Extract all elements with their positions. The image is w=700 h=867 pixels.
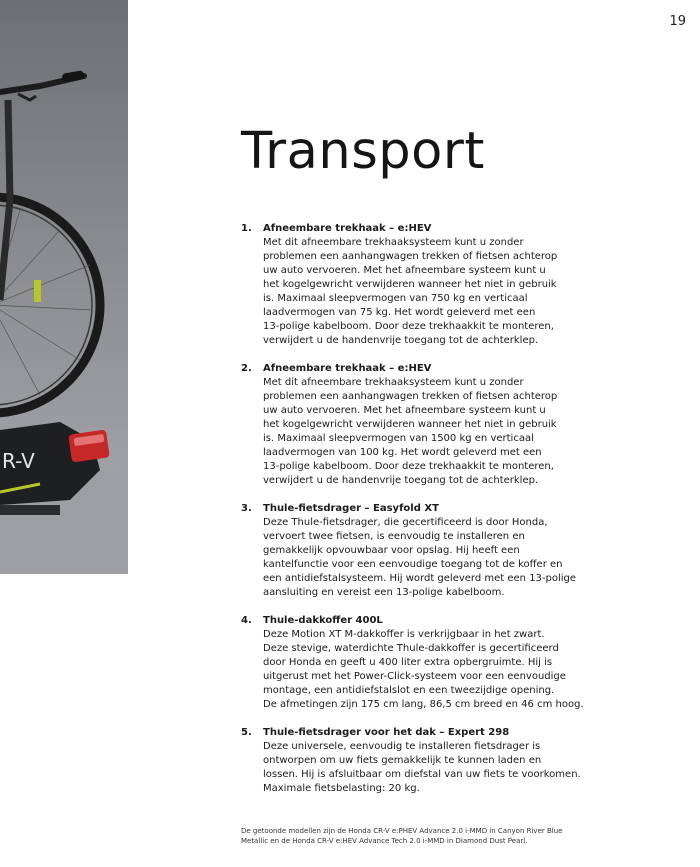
description-line: vervoert twee fietsen, is eenvoudig te installeren en <box>263 531 525 542</box>
description-line: verwijdert u de handenvrije toegang tot de achterklep. <box>263 335 539 346</box>
description-line: het kogelgewricht verwijderen wanneer het niet in gebruik <box>263 279 557 290</box>
description-line: Deze Thule-fietsdrager, die gecertificeerd is door Honda, <box>263 517 548 528</box>
description-line: uitgerust met het Power-Click-systeem voor een eenvoudige <box>263 671 566 682</box>
item-title: Thule-fietsdrager – Easyfold XT <box>263 503 439 514</box>
description-line: De afmetingen zijn 175 cm lang, 86,5 cm breed en 46 cm hoog. <box>263 699 584 710</box>
item-number: 2. <box>241 363 252 374</box>
description-line: door Honda en geeft u 400 liter extra opbergruimte. Hij is <box>263 657 553 668</box>
brake-lever <box>18 94 36 100</box>
tail-light <box>68 429 110 462</box>
item-description <box>263 516 681 600</box>
description-line: Deze stevige, waterdichte Thule-dakkoffer is gecertificeerd <box>263 643 559 654</box>
description-line: problemen een aanhangwagen trekken of fietsen achterop <box>263 251 558 262</box>
item-title: Afneembare trekhaak – e:HEV <box>263 223 432 234</box>
description-line: verwijdert u de handenvrije toegang tot de achterklep. <box>263 475 539 486</box>
item-title: Thule-fietsdrager voor het dak – Expert 298 <box>263 727 510 738</box>
bike-illustration <box>0 0 128 574</box>
description-line: gemakkelijk opvouwbaar voor opslag. Hij heeft een <box>263 545 520 556</box>
list-item <box>241 362 681 488</box>
description-line: kantelfunctie voor een eenvoudige toegang tot de koffer en <box>263 559 563 570</box>
item-description <box>263 376 681 488</box>
description-line: een antidiefstalsysteem. Hij wordt geleverd met een 13-polige <box>263 573 577 584</box>
description-line: uw auto vervoeren. Met het afneembare systeem kunt u <box>263 265 546 276</box>
item-number: 1. <box>241 223 252 234</box>
fork-accent <box>34 280 41 302</box>
item-number: 4. <box>241 615 252 626</box>
description-line: is. Maximaal sleepvermogen van 750 kg en verticaal <box>263 293 528 304</box>
item-number: 5. <box>241 727 252 738</box>
item-description <box>263 628 681 712</box>
handlebar-grip <box>61 70 84 83</box>
item-description <box>263 236 681 348</box>
item-number: 3. <box>241 503 252 514</box>
list-item <box>241 614 681 712</box>
footnote: De getoonde modellen zijn de Honda CR-V e:PHEV Advance 2.0 i-MMD in Canyon River Blue Metallic en de Honda CR-V e:HEV Advance Tech 2.0 i-MMD in Diamond Dust Pearl. <box>241 827 563 845</box>
description-line: 13-polige kabelboom. Door deze trekhaakkit te monteren, <box>263 321 554 332</box>
description-line: problemen een aanhangwagen trekken of fietsen achterop <box>263 391 558 402</box>
description-line: Met dit afneembare trekhaaksysteem kunt u zonder <box>263 237 524 248</box>
description-line: Deze universele, eenvoudig te installeren fietsdrager is <box>263 741 541 752</box>
carrier-base <box>0 505 60 515</box>
description-line: uw auto vervoeren. Met het afneembare systeem kunt u <box>263 405 546 416</box>
description-line: Met dit afneembare trekhaaksysteem kunt u zonder <box>263 377 524 388</box>
description-line: Deze Motion XT M-dakkoffer is verkrijgbaar in het zwart. <box>263 629 545 640</box>
list-item <box>241 726 681 796</box>
description-line: 13-polige kabelboom. Door deze trekhaakkit te monteren, <box>263 461 554 472</box>
description-line: laadvermogen van 100 kg. Het wordt geleverd met een <box>263 447 542 458</box>
item-title: Afneembare trekhaak – e:HEV <box>263 363 432 374</box>
accessory-list <box>241 222 681 810</box>
description-line: laadvermogen van 75 kg. Het wordt geleverd met een <box>263 307 536 318</box>
description-line: aansluiting en vereist een 13-polige kabelboom. <box>263 587 505 598</box>
description-line: Maximale fietsbelasting: 20 kg. <box>263 783 420 794</box>
list-item <box>241 222 681 348</box>
description-line: ontworpen om uw fiets gemakkelijk te kunnen laden en <box>263 755 542 766</box>
front-wheel-tire <box>0 197 100 413</box>
bike-carrier-photo <box>0 0 128 574</box>
list-item <box>241 502 681 600</box>
page-title: Transport <box>241 122 485 181</box>
description-line: montage, een antidiefstalslot en een tweezijdige opening. <box>263 685 555 696</box>
description-line: het kogelgewricht verwijderen wanneer het niet in gebruik <box>263 419 557 430</box>
item-description <box>263 740 681 796</box>
description-line: is. Maximaal sleepvermogen van 1500 kg en verticaal <box>263 433 534 444</box>
description-line: lossen. Hij is afsluitbaar om diefstal van uw fiets te voorkomen. <box>263 769 581 780</box>
carrier-badge-text: R-V <box>2 449 35 473</box>
page-number: 19 <box>669 14 686 29</box>
item-title: Thule-dakkoffer 400L <box>263 615 383 626</box>
